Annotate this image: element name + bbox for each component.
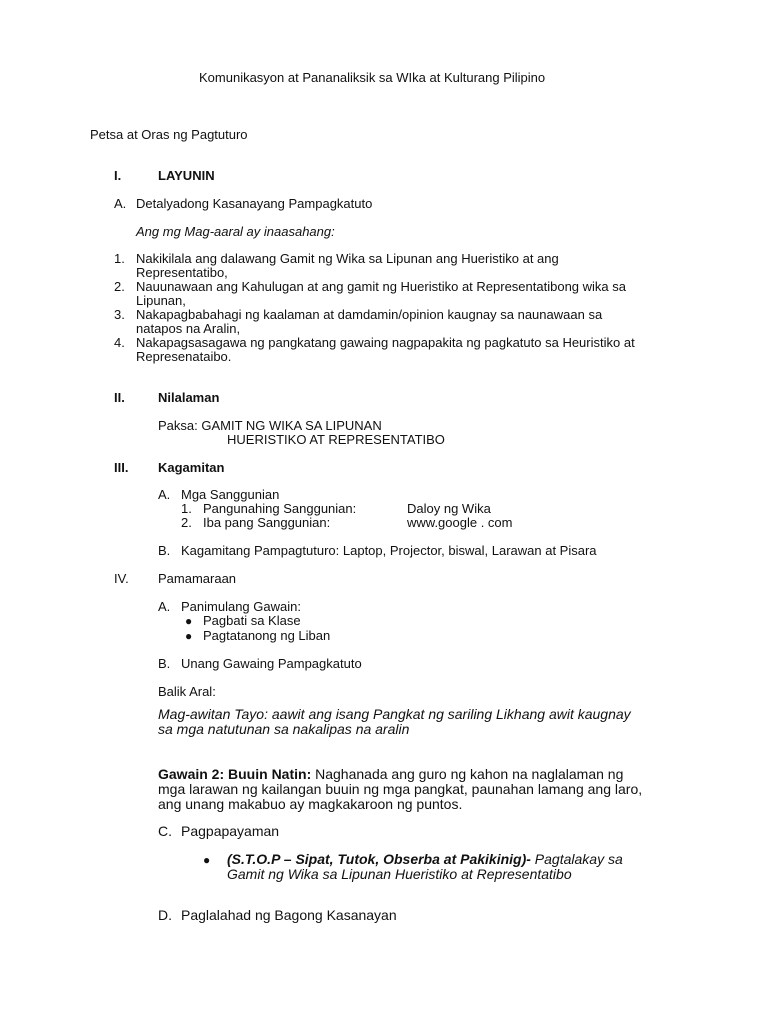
section-3-sub-b-letter: B.	[158, 543, 171, 558]
balik-aral-label: Balik Aral:	[158, 684, 216, 699]
objective-line: Represenataibo.	[136, 349, 232, 364]
objective-number: 1.	[114, 251, 125, 266]
objective-number: 3.	[114, 307, 125, 322]
reference-label: Iba pang Sanggunian:	[203, 515, 331, 530]
section-4-sub-d-letter: D.	[158, 907, 172, 923]
stop-line-2: Gamit ng Wika sa Lipunan Hueristiko at Representatibo	[227, 866, 572, 882]
bullet-icon: ●	[203, 853, 211, 867]
section-4-sub-c-letter: C.	[158, 823, 172, 839]
section-3-sub-b-text: Kagamitang Pampagtuturo: Laptop, Projector, biswal, Larawan at Pisara	[181, 543, 597, 558]
section-4-sub-a-letter: A.	[158, 599, 171, 614]
objective-number: 2.	[114, 279, 125, 294]
reference-value: Daloy ng Wika	[407, 501, 491, 516]
section-1-heading: LAYUNIN	[158, 168, 215, 183]
section-1-sub-a-letter: A.	[114, 196, 127, 211]
section-2-numeral: II.	[114, 390, 125, 405]
section-4-numeral: IV.	[114, 571, 129, 586]
paksa-line-2: HUERISTIKO AT REPRESENTATIBO	[227, 432, 445, 447]
section-1-sub-a-text: Detalyadong Kasanayang Pampagkatuto	[136, 196, 373, 211]
section-3-numeral: III.	[114, 460, 129, 475]
gawain-2-text: Naghanada ang guro ng kahon na naglalaman ng	[315, 766, 624, 782]
stop-bold-text: (S.T.O.P – Sipat, Tutok, Obserba at Pakikinig)-	[227, 851, 531, 867]
gawain-2-line-1	[158, 767, 623, 782]
gawain-2-label: Gawain 2: Buuin Natin:	[158, 766, 312, 782]
section-4-heading: Pamamaraan	[158, 571, 237, 586]
document-title: Komunikasyon at Pananaliksik sa WIka at Kulturang Pilipino	[199, 70, 546, 85]
objective-line: natapos na Aralin,	[136, 321, 241, 336]
section-4-sub-d-text: Paglalahad ng Bagong Kasanayan	[181, 907, 397, 923]
section-3-sub-a-letter: A.	[158, 487, 171, 502]
bullet-item: Pagbati sa Klase	[203, 613, 301, 628]
section-4-sub-c-text: Pagpapayaman	[181, 823, 280, 839]
bullet-icon: ●	[185, 614, 193, 628]
gawain-2-line-3: ang unang makabuo ay magkakaroon ng puntos.	[158, 796, 463, 812]
section-2-heading: Nilalaman	[158, 390, 220, 405]
objective-line: Representatibo,	[136, 265, 228, 280]
reference-number: 2.	[181, 515, 192, 530]
objective-line: Lipunan,	[136, 293, 186, 308]
stop-rest-text: Pagtalakay sa	[530, 851, 623, 867]
objective-line: Nakapagbabahagi ng kaalaman at damdamin/opinion kaugnay sa naunawaan sa	[136, 307, 603, 322]
objective-line: Nauunawaan ang Kahulugan at ang gamit ng Hueristiko at Representatibong wika sa	[136, 279, 626, 294]
section-3-sub-a-text: Mga Sanggunian	[181, 487, 280, 502]
gawain-2-line-2: mga larawan ng kailangan buuin ng mga pangkat, paunahan lamang ang laro,	[158, 781, 643, 797]
objective-line: Nakikilala ang dalawang Gamit ng Wika sa Lipunan ang Hueristiko at ang	[136, 251, 559, 266]
section-4-sub-b-letter: B.	[158, 656, 171, 671]
paksa-line-1: Paksa: GAMIT NG WIKA SA LIPUNAN	[158, 418, 382, 433]
section-4-sub-b-text: Unang Gawaing Pampagkatuto	[181, 656, 362, 671]
objectives-intro: Ang mg Mag-aaral ay inaasahang:	[136, 224, 335, 239]
reference-label: Pangunahing Sanggunian:	[203, 501, 357, 516]
objective-line: Nakapagsasagawa ng pangkatang gawaing nagpapakita ng pagkatuto sa Heuristiko at	[136, 335, 635, 350]
objective-number: 4.	[114, 335, 125, 350]
section-1-numeral: I.	[114, 168, 122, 183]
mag-awitan-line-1: Mag-awitan Tayo: aawit ang isang Pangkat ng sariling Likhang awit kaugnay	[158, 706, 631, 722]
reference-value: www.google . com	[407, 515, 513, 530]
section-4-sub-a-text: Panimulang Gawain:	[181, 599, 301, 614]
bullet-item: Pagtatanong ng Liban	[203, 628, 331, 643]
bullet-icon: ●	[185, 629, 193, 643]
mag-awitan-line-2: sa mga natutunan sa nakalipas na aralin	[158, 721, 410, 737]
date-line: Petsa at Oras ng Pagtuturo	[90, 127, 248, 142]
stop-line-1	[227, 852, 623, 867]
section-3-heading: Kagamitan	[158, 460, 225, 475]
reference-number: 1.	[181, 501, 192, 516]
